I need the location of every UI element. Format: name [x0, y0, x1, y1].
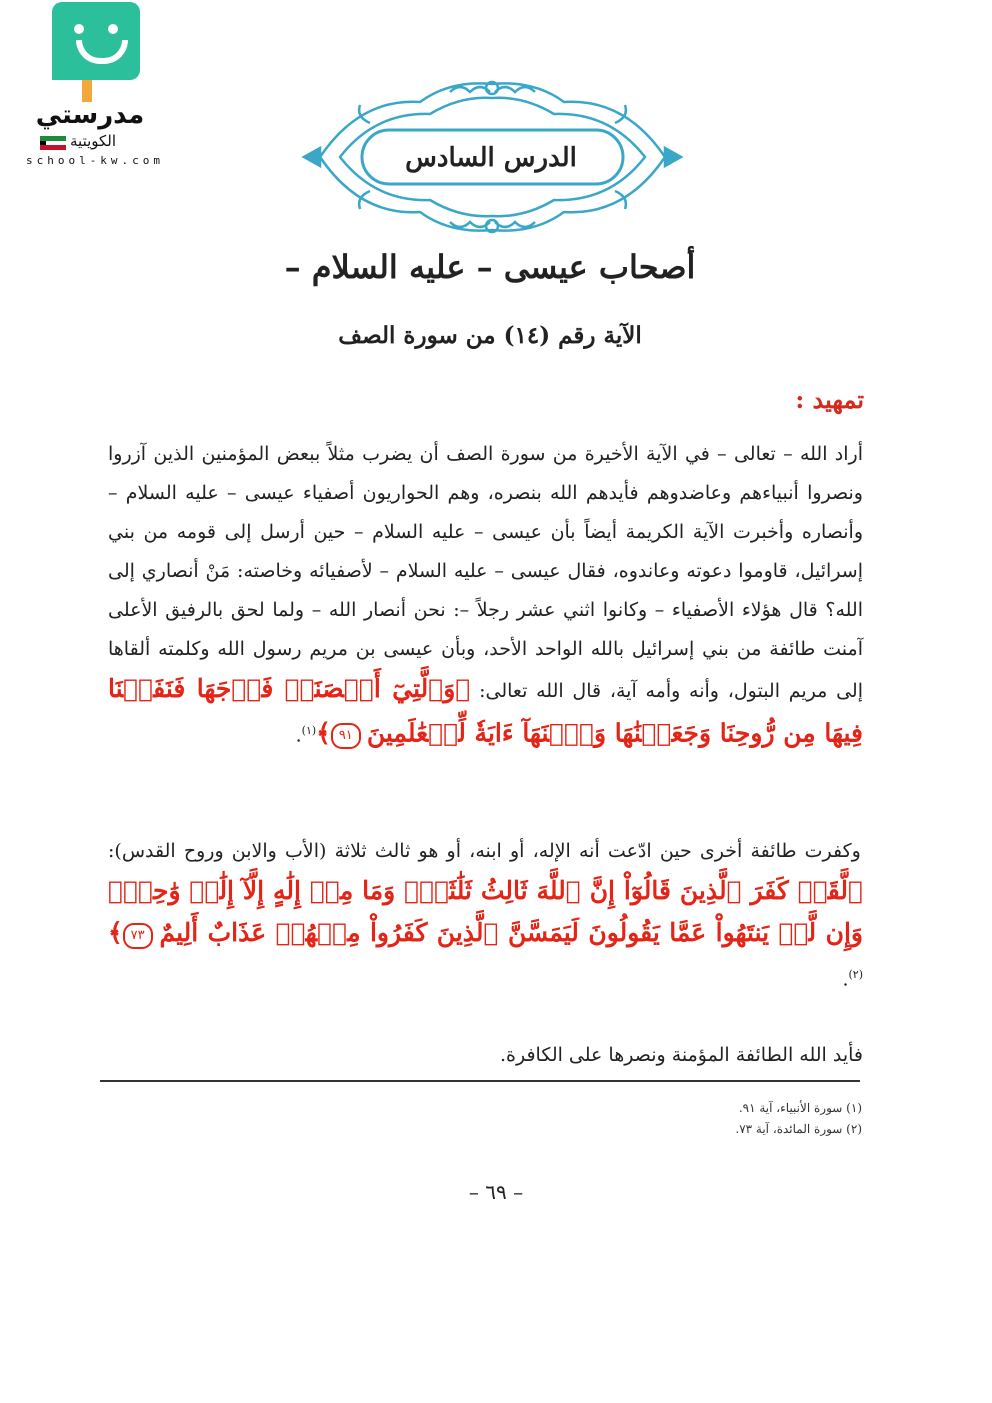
- intro-text-2: وكفرت طائفة أخرى حين ادّعت أنه الإله، أو ابنه، أو هو ثالث ثلاثة (الأب والابن وروح القدس):: [108, 840, 861, 862]
- logo-subtitle: الكويتية: [70, 132, 117, 150]
- lesson-label: الدرس السادس: [405, 143, 577, 173]
- verse-reference: الآية رقم (١٤) من سورة الصف: [338, 322, 642, 349]
- ayah-number-marker: ٧٣: [123, 923, 153, 949]
- footnote-2: (٢) سورة المائدة، آية ٧٣.: [735, 1122, 862, 1136]
- quran-verse-2: ﴿لَّقَدۡ كَفَرَ ٱلَّذِينَ قَالُوٓاْ إِنَّ ٱللَّهَ ثَالِثُ ثَلَٰثَةٖۘ وَمَا مِنۡ إِلَٰهٍ إِلَّآ إِلَٰهٞ وَٰحِدٞۚ وَإِن لَّمۡ يَنتَهُواْ عَمَّا يَقُولُونَ لَيَمَسَّنَّ ٱلَّذِينَ كَفَرُواْ مِنۡهُمۡ عَذَابٌ أَلِيمٌ: [108, 876, 864, 947]
- sentence-end: .: [295, 724, 302, 747]
- footnote-divider: [100, 1080, 860, 1082]
- footnote-ref-2[interactable]: (٢): [848, 968, 863, 981]
- quran-verse-1-close: ﴾: [316, 718, 331, 748]
- logo-icon: [52, 2, 140, 80]
- lesson-title: أصحاب عيسى – عليه السلام –: [284, 248, 696, 286]
- intro-heading: تمهيد :: [795, 385, 864, 414]
- footnote-ref-1[interactable]: (١): [301, 724, 317, 737]
- intro-text-1: أراد الله – تعالى – في الآية الأخيرة من سورة الصف أن يضرب مثلاً ببعض المؤمنين الذين آزروا ونصروا أنبياءهم وعاضدوهم فأيدهم الله بنصره، وهم الحواريون أصفياء عيسى – عليه السلام – وأنصاره وأخبرت الآية الكريمة أيضاً بأن عيسى – عليه السلام – حين أرسل إلى قومه من بني إسرائيل، قاوموا دعوته وعاندوه، فقال عيسى – عليه السلام – لأصفيائه وخاصته: مَنْ أنصاري إلى الله؟ قال هؤلاء الأصفياء – وكانوا اثني عشر رجلاً –: نحن أنصار الله – ولما لحق بالرفيق الأعلى آمنت طائفة من بني إسرائيل بالله الواحد الأحد، وبأن عيسى بن مريم رسول الله وكلمته ألقاها إلى مريم البتول، وأنه وأمه آية، قال الله تعالى:: [108, 443, 863, 702]
- site-logo: [10, 0, 170, 170]
- ayah-number-marker: ٩١: [331, 723, 361, 749]
- logo-eye-icon: [74, 24, 84, 34]
- intro-paragraph-3: فأيد الله الطائفة المؤمنة ونصرها على الكافرة.: [499, 1044, 863, 1066]
- quran-verse-2-close: ﴾: [108, 918, 123, 947]
- sentence-end: .: [842, 968, 849, 991]
- quran-verse-1: ﴿وَٱلَّتِيٓ أَحۡصَنَتۡ فَرۡجَهَا فَنَفَخۡنَا فِيهَا مِن رُّوحِنَا وَجَعَلۡنَٰهَا وَٱبۡنَهَآ ءَايَةٗ لِّلۡعَٰلَمِينَ: [108, 674, 863, 748]
- footnote-1: (١) سورة الأنبياء، آية ٩١.: [738, 1101, 862, 1115]
- logo-stem: [82, 80, 92, 102]
- logo-url: school-kw.com: [25, 154, 165, 167]
- kuwait-flag-icon: [40, 136, 66, 150]
- intro-paragraph-2: [108, 832, 863, 999]
- logo-eye-icon: [108, 24, 118, 34]
- logo-smile-icon: [76, 40, 128, 64]
- logo-name: مدرستي: [35, 100, 145, 130]
- intro-paragraph-1: [108, 435, 863, 755]
- page-number: – ٦٩ –: [468, 1180, 524, 1204]
